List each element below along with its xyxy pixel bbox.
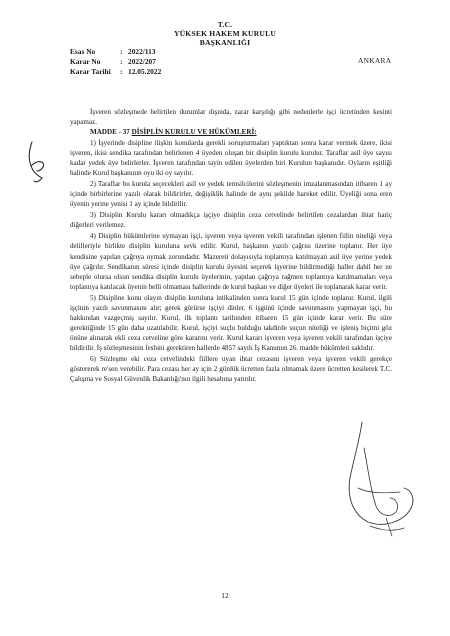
tarih-label: Karar Tarihi xyxy=(70,67,111,76)
tarih-value: 12.05.2022 xyxy=(128,67,162,76)
article-heading xyxy=(70,127,392,137)
paragraph-2: 2) Taraflar bu kurula seçecekleri asil ve yedek temsilcilerini sözleşmenin imzalanmasından itibaren 1 ay içinde birbirlerine yazılı olarak bildirirler, değişiklik halinde de aynı şekilde hareket edilir. Üyeliği sona eren üyenin yerine yenisi 1 ay içinde bildirilir. xyxy=(70,180,392,209)
case-info xyxy=(70,47,161,77)
tarih-row xyxy=(70,67,161,77)
header-tc: T.C. xyxy=(217,20,233,29)
page-number: 12 xyxy=(221,591,229,600)
article-title: DİSİPLİN KURULU VE HÜKÜMLERİ: xyxy=(131,128,257,136)
header-institution: YÜKSEK HAKEM KURULU xyxy=(173,29,277,38)
signature-drawing xyxy=(340,418,420,538)
karar-row xyxy=(70,57,161,67)
paragraph-5: 5) Disipline konu olayın disiplin kuruluna intikalinden sonra kurul 15 gün içinde toplanır. Kurul, ilgili işçinin yazılı savunmasını alır; gerek görürse işçiyi dinler. 6 işgünü içinde savunmasını yapmayan işçi, bu hakkından vazgeçmiş sayılır. Kurul, ilk toplantı tarihinden itibaren 15 gün içinde karar verir. Bu süre gerektiğinde 15 gün daha uzatılabilir. Kurul, işçiyi suçlu bulduğu takdirde suçun niteliği ve işleniş biçimi göz önüne alınarak ekli ceza cetveline göre kararını verir. Kurul kararı işveren veya işveren vekili tarafından işçiye bildirilir. İş sözleşmesinin feshini gerektiren hallerde 4857 sayılı İş Kanunun 26. madde hükümleri saklıdır. xyxy=(70,293,392,352)
signature xyxy=(340,418,420,538)
paragraph-3: 3) Disiplin Kurulu kararı olmadıkça işçiye disiplin ceza cetvelinde belirtilen cezalardan ihtar hariç diğerleri verilemez. xyxy=(70,211,392,230)
esas-value: 2022/113 xyxy=(128,47,156,56)
article-number: MADDE - 37 xyxy=(90,128,132,136)
esas-colon: : xyxy=(120,47,123,56)
karar-label: Karar No xyxy=(70,57,101,66)
handwritten-margin-mark xyxy=(26,140,48,184)
margin-mark-drawing xyxy=(26,140,48,184)
paragraph-4: 4) Disiplin hükümlerine uymayan işçi, işveren veya işveren vekili tarafından işlenen fiilin niteliği veya delilleriyle birlikte disiplin kuruluna sevk edilir. Kurul, başkanın yazılı çağrısı üzerine toplanır. Her üye kendisine yapılan çağrıya uymak zorundadır. Mazereti dolayısıyla toplantıya katılmayan asil üye yerine yedek üye çağrılır. Sendikanın süresi içinde disiplin kurulu üyesini seçerek işyerine bildirmediği haller dahil her ne sebeple olursa olsun sendika disiplin kurulu üyelerinin, yapılan çağrıya rağmen toplantıya katılmamaları veya toplantıya katılacak üyenin belli olmaması hallerinde de kurul başkan ve diğer üyeleri ile toplanarak karar verir. xyxy=(70,232,392,291)
paragraph-1: 1) İşyerinde disipline ilişkin konularda gerekli soruşturmaları yaptıktan sonra karar vermek üzere, ikisi işveren, ikisi sendika tarafından belirlenen 4 üyeden oluşan bir disiplin kurulu kurulur. Taraflar asil üye sayısı kadar yedek üye belirlerler. İşveren tarafından tayin edilen üyelerden biri Kurulun başkanıdır. Oyların eşitliği halinde Kurul başkanının oyu iki oy sayılır. xyxy=(70,139,392,178)
karar-colon: : xyxy=(120,57,123,66)
esas-label: Esas No xyxy=(70,47,96,56)
article-body xyxy=(70,138,392,385)
city-label: ANKARA xyxy=(358,56,392,65)
karar-value: 2022/207 xyxy=(128,57,156,66)
esas-row xyxy=(70,47,161,57)
paragraph-6: 6) Sözleşme eki ceza cetvelindeki fiillere uyan ihtar cezasını işveren veya işveren vekili gerekçe göstererek re'sen verebilir. Para cezası her ay için 2 günlük ücretten fazla olmamak üzere ücretten kesilerek T.C. Çalışma ve Sosyal Güvenlik Bakanlığı'nın ilgili hesabına yatırılır. xyxy=(70,354,392,384)
intro-paragraph: İşveren sözleşmede belirtilen durumlar dışında, zarar karşılığı gibi nedenlerle işçi ücretinden kesinti yapamaz. xyxy=(70,108,392,126)
header-office: BAŞKANLIĞI xyxy=(199,38,251,47)
tarih-colon: : xyxy=(120,67,123,76)
